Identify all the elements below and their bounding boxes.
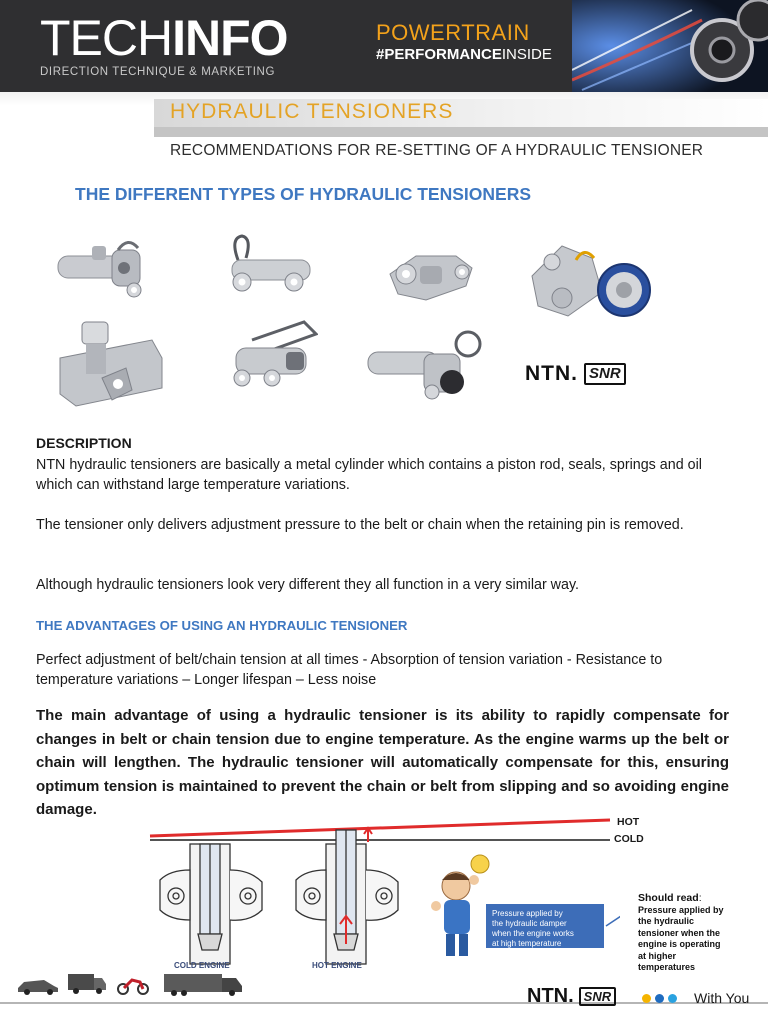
- header-engine-image: [572, 0, 768, 92]
- advantages-heading: THE ADVANTAGES OF USING AN HYDRAULIC TENSIONER: [36, 618, 408, 633]
- cold-engine-label: COLD ENGINE: [174, 961, 230, 970]
- tensioner-image-2: [224, 234, 319, 299]
- hot-line: [150, 820, 610, 836]
- page-title: HYDRAULIC TENSIONERS: [170, 100, 454, 123]
- car-icon: [16, 974, 60, 996]
- hot-label: HOT: [617, 816, 640, 828]
- van-icon: [66, 970, 108, 996]
- powertrain-logo: [376, 22, 552, 64]
- footer-ntn-snr-logo: [527, 985, 616, 1008]
- description-paragraph-1: NTN hydraulic tensioners are basically a metal cylinder which contains a piston rod, seals, springs and oil which can withstand large temperature variations.: [36, 457, 702, 493]
- brand-dots: [642, 994, 677, 1003]
- cold-label: COLD: [614, 833, 644, 845]
- should-read-note: Should read: Pressure applied by the hydraulic tensioner when the engine is operating at higher temperatures: [638, 892, 724, 972]
- techinfo-logo: [40, 12, 288, 78]
- hot-cold-diagram: [140, 810, 620, 980]
- tensioner-image-6: [226, 318, 318, 390]
- truck-icon: [162, 970, 246, 998]
- dot-yellow: [642, 994, 651, 1003]
- tensioner-image-7: [364, 330, 486, 404]
- header-banner: [0, 0, 768, 92]
- brand-bold: INFO: [172, 10, 288, 66]
- powertrain-tagline: #PERFORMANCEINSIDE: [376, 46, 552, 63]
- footer-ntn-text: NTN.: [527, 985, 574, 1007]
- types-heading: THE DIFFERENT TYPES OF HYDRAULIC TENSIONERS: [75, 184, 531, 204]
- dot-blue: [655, 994, 664, 1003]
- powertrain-title: POWERTRAIN: [376, 20, 530, 45]
- description-paragraph-2: The tensioner only delivers adjustment pressure to the belt or chain when the retaining pin is removed.: [36, 517, 684, 533]
- title-underline: [154, 127, 768, 137]
- dot-lightblue: [668, 994, 677, 1003]
- svg-text:Pressure applied by the: Pressure applied by the hydraulic damper when the engine works at high temperature: [492, 909, 574, 948]
- ntn-logo-text: NTN.: [525, 362, 578, 385]
- tensioner-image-1: [52, 234, 152, 304]
- footer-snr-text: SNR: [579, 987, 616, 1006]
- brand-thin: TECH: [40, 10, 173, 66]
- main-advantage-paragraph: The main advantage of using a hydraulic tensioner is its ability to rapidly compensate for changes in belt or chain tension due to engine temperature. As the engine warms up the belt or chain will lengthen. The hydraulic tensioner will automatically compensate for this, ensuring optimum tension is maintained to prevent the chain or belt from slipping and so avoiding engine damage.: [36, 707, 729, 818]
- hot-engine-label: HOT ENGINE: [312, 961, 362, 970]
- tensioner-image-4: [522, 240, 654, 322]
- description-heading: DESCRIPTION: [36, 435, 132, 451]
- ntn-snr-logo: [525, 362, 626, 386]
- description-paragraph-3: Although hydraulic tensioners look very different they all function in a very similar way.: [36, 577, 580, 593]
- tensioner-image-3: [386, 244, 476, 306]
- tensioner-image-5: [56, 318, 166, 410]
- snr-logo-text: SNR: [584, 363, 626, 385]
- brand-subtitle: DIRECTION TECHNIQUE & MARKETING: [40, 66, 275, 78]
- with-you-tagline: With You: [694, 990, 750, 1006]
- page-subtitle: RECOMMENDATIONS FOR RE-SETTING OF A HYDRAULIC TENSIONER: [170, 142, 704, 159]
- motorbike-icon: [116, 974, 150, 996]
- advantages-list: Perfect adjustment of belt/chain tension at all times - Absorption of tension variation - Resistance to temperature variations – Longer lifespan – Less noise: [36, 652, 663, 688]
